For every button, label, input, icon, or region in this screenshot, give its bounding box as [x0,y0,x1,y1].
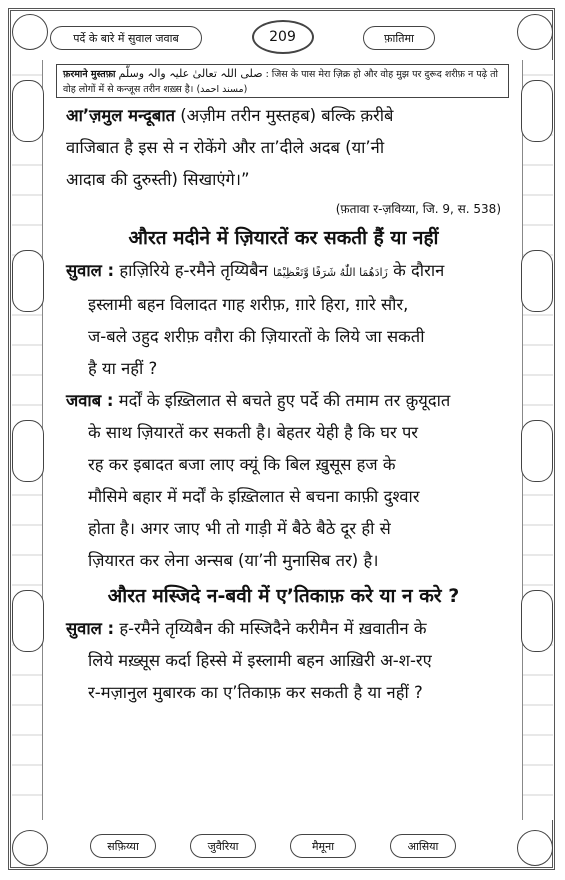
question-text: के दौरान [393,261,445,280]
left-cartouche [12,420,44,482]
question-line: र-मज़ानुल मुबारक का ए’तिकाफ़ कर सकती है या नहीं ? [88,683,423,702]
header-chapter-title: पर्दे के बारे में सुवाल जवाब [50,26,202,50]
question-label: सुवाल : [66,619,115,638]
question-text: हाज़िरिये ह-रमैने तृय्यिबैन [119,261,268,280]
main-content [66,100,501,709]
question-line: लिये मख़्सूस कर्दा हिस्से में इस्लामी बहन आख़िरी अ-श-रए [88,651,432,670]
header-name-cartouche: फ़ातिमा [363,26,435,50]
question-line: है या नहीं ? [88,359,158,378]
arabic-dua: زَادَهُمَا اللّٰهُ شَرَفًا وَّتَعْظِيْمًا [273,266,388,279]
header-bar [40,26,525,50]
farmaan-box [56,64,509,98]
footer-cartouche: जुवैरिया [190,834,256,858]
answer-line: रह कर इबादत बजा लाए क्यूं कि बिल ख़ुसूस हज के [88,455,396,474]
page-number: 209 [252,20,314,54]
answer-line: ज़ियारत कर लेना अन्सब (या’नी मुनासिब तर) है। [88,551,379,570]
farmaan-label: फ़रमाने मुस्तफ़ा [63,69,116,80]
question-text: ह-रमैने तृय्यिबैन की मस्जिदैने करीमैन में ख़वातीन के [119,619,427,638]
question-label: सुवाल : [66,261,115,280]
right-cartouche [521,590,553,652]
question-line: इस्लामी बहन विलादत गाह शरीफ़, ग़ारे हिरा, ग़ारे सौर, [88,295,409,314]
answer-line: मौसिमे बहार में मर्दों के इख़्तिलात से बचना काफ़ी दुश्वार [88,487,420,506]
footer-cartouche: आसिया [390,834,456,858]
right-cartouche [521,420,553,482]
intro-line: आदाब की दुरुस्ती) सिखाएंगे।” [66,170,250,189]
answer-line: के साथ ज़ियारतें कर सकती है। बेहतर येही है कि घर पर [88,423,419,442]
answer-label: जवाब : [66,391,114,410]
question-line [66,255,501,289]
answer-line [66,385,501,417]
intro-line [66,100,501,132]
farmaan-arabic: صلی اللہ تعالیٰ علیہ والہ وسلّم [118,67,263,80]
question-line [66,613,501,645]
intro-bold: आ’ज़मुल मन्दूबात [66,106,175,125]
footer-cartouche: सफ़िय्या [90,834,156,858]
question-line: ज-बले उहुद शरीफ़ वग़ैरा की ज़ियारतों के लिये जा सकती [88,327,425,346]
footer-cartouche: मैमूना [290,834,356,858]
left-cartouche [12,80,44,142]
left-cartouche [12,590,44,652]
section-heading: औरत मदीने में ज़ियारतें कर सकती हैं या नहीं [128,227,439,249]
farmaan-text: : जिस के पास मेरा ज़िक्र हो और वोह मुझ पर दुरूद शरीफ़ न पढ़े तो वोह लोगों में से कन्जूस तरीन शख़्स है। [63,69,498,95]
intro-rest: (अज़ीम तरीन मुस्तहब) बल्कि क़रीबे [175,106,394,125]
intro-line: वाजिबात है इस से न रोकेंगे और ता’दीले अदब (या’नी [66,138,385,157]
footer-bar [40,834,525,858]
farmaan-source: (مسند احمد) [196,84,248,95]
answer-text: मर्दों के इख़्तिलात से बचते हुए पर्दे की तमाम तर क़ुयूदात [118,391,451,410]
reference: (फ़तावा र-ज़विय्या, जि. 9, स. 538) [335,202,501,216]
right-cartouche [521,80,553,142]
right-cartouche [521,250,553,312]
left-cartouche [12,250,44,312]
section-heading: औरत मस्जिदे न-बवी में ए’तिकाफ़ करे या न करे ? [107,585,460,607]
answer-line: होता है। अगर जाए भी तो गाड़ी में बैठे बैठे दूर ही से [88,519,391,538]
